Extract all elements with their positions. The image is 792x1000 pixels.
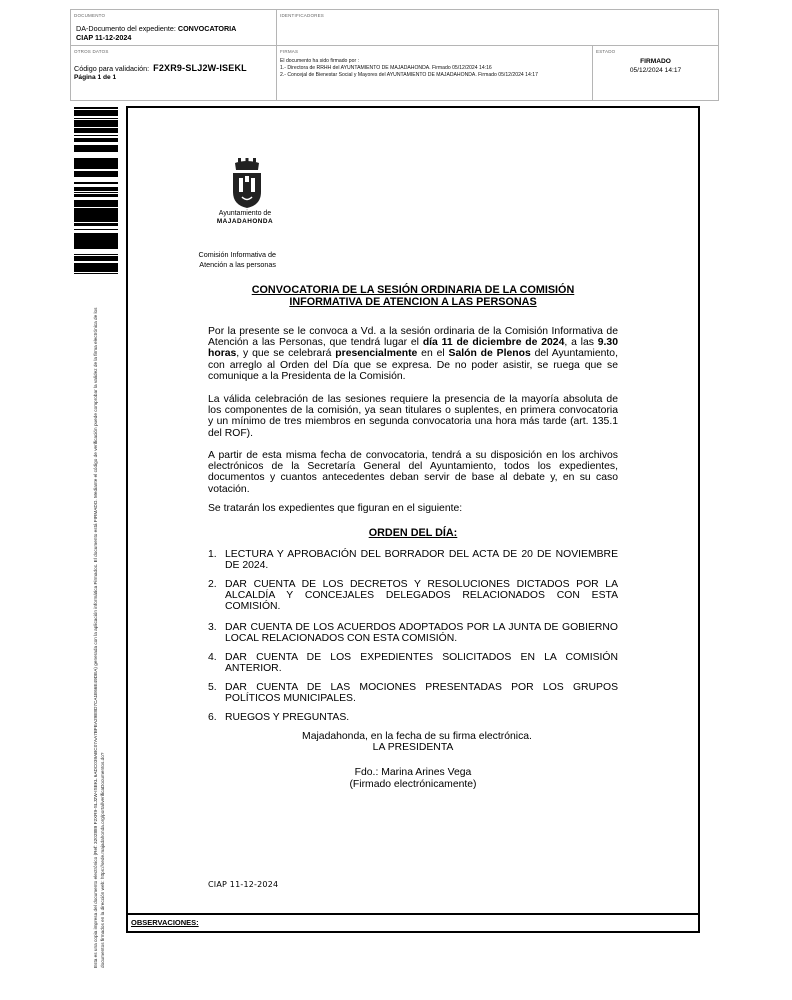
agenda-intro: Se tratarán los expedientes que figuran en el siguiente: [208, 503, 463, 514]
status-date: 05/12/2024 14:17 [629, 67, 682, 74]
document-reference: CIAP 11-12-2024 [76, 33, 132, 42]
firmas-cell [277, 46, 593, 100]
document-title-line-1: CONVOCATORIA DE LA SESIÓN ORDINARIA DE LA COMISIÓN [251, 284, 575, 296]
documento-label: DOCUMENTO [74, 13, 106, 18]
department-line-1: Comisión Informativa de [198, 250, 276, 259]
identificadores-cell [277, 10, 718, 46]
firma-1: 1.- Directora de RRHH del AYUNTAMIENTO DE MAJADAHONDA. Firmado 05/12/2024 14:16 [280, 65, 492, 71]
quorum-paragraph: La válida celebración de las sesiones requiere la presencia de la mayoría absoluta de los componentes de la comisión, ya sean titulares o suplentes, en primera convocatoria y un mínimo de tres miembros en segunda convocatoria una hora más tarde (art. 135.1 del ROF). [208, 394, 618, 439]
signature-note: (Firmado electrónicamente) [349, 779, 477, 790]
signature-name: Fdo.: Marina Arines Vega [354, 767, 472, 778]
observaciones-bar [128, 913, 698, 931]
meeting-place: Salón de Plenos [448, 348, 531, 360]
meeting-time: 9.30 horas [208, 337, 618, 360]
ayuntamiento-line: Ayuntamiento de [218, 210, 272, 217]
otros-datos-label: OTROS DATOS [74, 49, 109, 54]
closing-role: LA PRESIDENTA [372, 742, 454, 753]
document-page-frame [126, 106, 700, 933]
firmas-intro: El documento ha sido firmado por : [280, 58, 359, 64]
status-badge: FIRMADO [640, 58, 671, 65]
documents-paragraph: A partir de esta misma fecha de convocatoria, tendrá a su disposición en los archivos electrónicos de la Secretaría General del Ayuntamiento, todos los expedientes, documentos y cuantos antecedentes deban servir de base al debate y, en su caso votación. [208, 450, 618, 495]
page-info: Página 1 de 1 [74, 74, 117, 81]
meeting-date: día 11 de diciembre de 2024 [422, 337, 565, 349]
coat-of-arms-icon [230, 158, 264, 208]
convocation-paragraph: Por la presente se le convoca a Vd. a la sesión ordinaria de la Comisión Informativa de Atención a las Personas, que tendrá lugar el día 11 de diciembre de 2024, a las 9.30 horas, y que se celebrará presencialmente en el Salón de Plenos del Ayuntamiento, con arreglo al Orden del Día que se expresa. De no poder asistir, se ruega que se comunique a la Presidenta de la Comisión. [208, 326, 618, 382]
identificadores-label: IDENTIFICADORES [280, 13, 325, 18]
firmas-label: FIRMAS [280, 49, 299, 54]
footer-reference: CIAP 11-12-2024 [208, 880, 279, 889]
meeting-mode: presencialmente [335, 348, 418, 360]
otros-datos-cell [71, 46, 277, 100]
verification-vertical-text: Esta es una copia impresa del documento electrónico (Ref: 3202889 F2XR9-SLJ2W-ISEKL 6ADC039ABC07AA7BFEA29E8D7CA1E66E49DEA) generada con la aplicación informática Firmadoc. El documento está FIRMADO. Mediante el código de verificación puede comprobar la validez de la firma electrónica de los documentos firmados en la dirección web: https://sede.majadahonda.org/portal/verificaDocumentos.do? [93, 307, 105, 968]
document-header-table [70, 9, 719, 101]
firma-2: 2.- Concejal de Bienestar Social y Mayores del AYUNTAMIENTO DE MAJADAHONDA. Firmado 05/12/2024 14:17 [280, 72, 538, 78]
agenda-title: ORDEN DEL DÍA: [368, 527, 458, 539]
document-title-line-2: INFORMATIVA DE ATENCION A LAS PERSONAS [289, 296, 537, 308]
closing-place-date: Majadahonda, en la fecha de su firma electrónica. [302, 731, 532, 742]
barcode-icon [74, 106, 118, 277]
observaciones-label: OBSERVACIONES: [131, 918, 199, 927]
estado-label: ESTADO [596, 49, 616, 54]
municipality-name: MAJADAHONDA [216, 218, 274, 225]
department-line-2: Atención a las personas [199, 260, 276, 269]
document-name: DA-Documento del expediente: CONVOCATORIA [76, 24, 237, 33]
validation-code-line: Código para validación: F2XR9-SLJ2W-ISEKL [74, 63, 247, 73]
document-cell [71, 10, 277, 46]
estado-cell [593, 46, 718, 100]
validation-code[interactable]: F2XR9-SLJ2W-ISEKL [153, 63, 247, 73]
